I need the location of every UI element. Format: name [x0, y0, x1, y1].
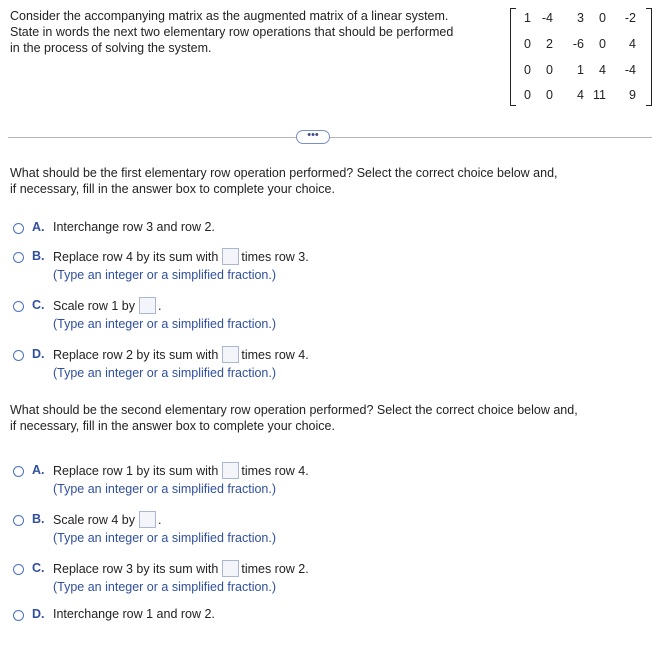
option-text — [53, 347, 309, 364]
option-letter: D. — [32, 347, 45, 361]
matrix-cell: 2 — [546, 37, 553, 51]
show-more-button[interactable]: ••• — [296, 130, 330, 144]
matrix-row — [510, 37, 652, 51]
answer-hint: (Type an integer or a simplified fraction.) — [53, 366, 277, 380]
answer-input[interactable] — [222, 248, 239, 265]
prompt-line: State in words the next two elementary row operations that should be performed — [10, 25, 454, 39]
radio-button[interactable] — [13, 223, 24, 234]
question-line: if necessary, fill in the answer box to complete your choice. — [10, 419, 335, 433]
option-text — [53, 298, 161, 315]
matrix-row — [510, 88, 652, 102]
question-line: What should be the first elementary row operation performed? Select the correct choice below and, — [10, 166, 558, 180]
answer-input[interactable] — [139, 511, 156, 528]
option-text — [53, 249, 309, 266]
option-text-pre: Replace row 3 by its sum with — [53, 561, 219, 576]
option-letter: B. — [32, 512, 45, 526]
matrix-cell: 0 — [546, 88, 553, 102]
answer-hint: (Type an integer or a simplified fraction.) — [53, 531, 277, 545]
problem-statement — [10, 8, 490, 56]
option-text-post: times row 4. — [241, 347, 309, 362]
option-text-post: . — [157, 298, 162, 313]
answer-hint: (Type an integer or a simplified fraction.) — [53, 580, 277, 594]
matrix-cell: 1 — [524, 11, 531, 25]
augmented-matrix — [510, 8, 652, 106]
option-text-post: times row 4. — [241, 463, 309, 478]
matrix-cell: 0 — [546, 63, 553, 77]
option-letter: B. — [32, 249, 45, 263]
matrix-cell: 0 — [599, 37, 606, 51]
matrix-cell: 9 — [629, 88, 636, 102]
option-text-pre: Replace row 2 by its sum with — [53, 347, 219, 362]
option-text-pre: Replace row 1 by its sum with — [53, 463, 219, 478]
radio-button[interactable] — [13, 252, 24, 263]
matrix-cell: 4 — [629, 37, 636, 51]
matrix-cell: -4 — [624, 63, 636, 77]
matrix-cell: 3 — [577, 11, 584, 25]
radio-button[interactable] — [13, 466, 24, 477]
option-text-post: . — [157, 512, 162, 527]
option-text — [53, 512, 161, 529]
option-letter: D. — [32, 607, 45, 621]
question-2-text — [10, 402, 650, 434]
question-line: if necessary, fill in the answer box to complete your choice. — [10, 182, 335, 196]
prompt-line: Consider the accompanying matrix as the augmented matrix of a linear system. — [10, 9, 449, 23]
matrix-cell: 4 — [577, 88, 584, 102]
matrix-cell: -4 — [541, 11, 553, 25]
option-text-pre: Replace row 4 by its sum with — [53, 249, 219, 264]
answer-input[interactable] — [222, 462, 239, 479]
matrix-cell: 11 — [593, 88, 606, 102]
radio-button[interactable] — [13, 610, 24, 621]
matrix-cell: 0 — [524, 37, 531, 51]
question-1-text — [10, 165, 650, 197]
matrix-cell: 1 — [577, 63, 584, 77]
radio-button[interactable] — [13, 564, 24, 575]
option-text: Interchange row 3 and row 2. — [53, 220, 215, 234]
option-letter: A. — [32, 463, 45, 477]
matrix-cell: -2 — [624, 11, 636, 25]
option-text-post: times row 3. — [241, 249, 309, 264]
option-text-post: times row 2. — [241, 561, 309, 576]
matrix-cell: 0 — [599, 11, 606, 25]
answer-input[interactable] — [139, 297, 156, 314]
answer-input[interactable] — [222, 560, 239, 577]
answer-hint: (Type an integer or a simplified fraction.) — [53, 317, 277, 331]
matrix-row — [510, 63, 652, 77]
prompt-line: in the process of solving the system. — [10, 41, 212, 55]
matrix-cell: -6 — [572, 37, 584, 51]
option-letter: C. — [32, 298, 45, 312]
matrix-cell: 0 — [524, 88, 531, 102]
option-text-pre: Scale row 4 by — [53, 512, 135, 527]
answer-input[interactable] — [222, 346, 239, 363]
option-letter: A. — [32, 220, 45, 234]
answer-hint: (Type an integer or a simplified fraction.) — [53, 482, 277, 496]
matrix-cell: 4 — [599, 63, 606, 77]
answer-hint: (Type an integer or a simplified fraction.) — [53, 268, 277, 282]
matrix-row — [510, 11, 652, 25]
radio-button[interactable] — [13, 515, 24, 526]
radio-button[interactable] — [13, 301, 24, 312]
option-text — [53, 561, 309, 578]
matrix-cell: 0 — [524, 63, 531, 77]
section-divider — [8, 137, 652, 138]
question-line: What should be the second elementary row operation performed? Select the correct choice below and, — [10, 403, 578, 417]
radio-button[interactable] — [13, 350, 24, 361]
option-letter: C. — [32, 561, 45, 575]
option-text — [53, 463, 309, 480]
option-text: Interchange row 1 and row 2. — [53, 607, 215, 621]
option-text-pre: Scale row 1 by — [53, 298, 135, 313]
